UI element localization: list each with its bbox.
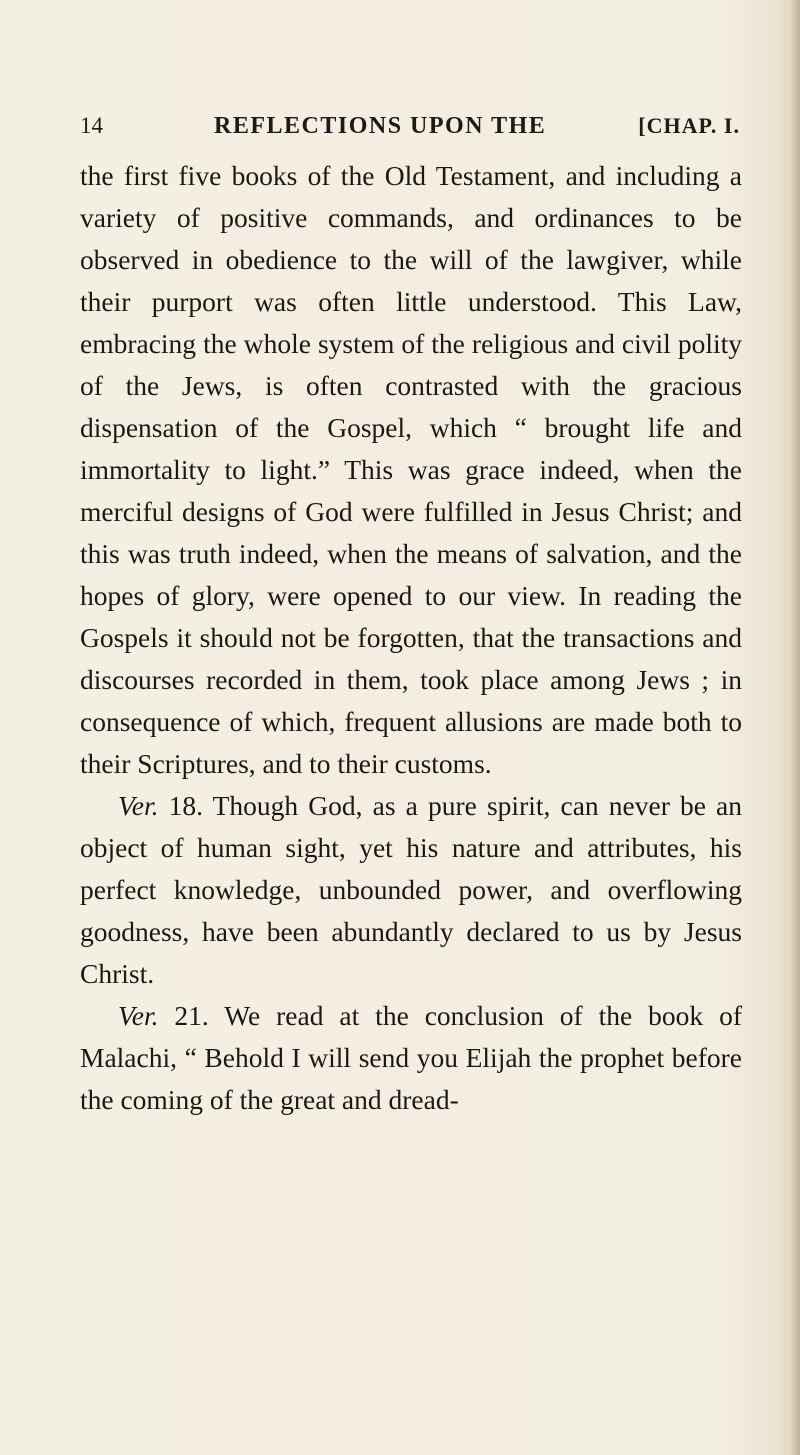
paragraph-text: the first five books of the Old Testament, and including a variety of positive commands, and ordinances to be observed in obedience to the will of the lawgiver, while their purport was often little understood. This Law, embracing the whole system of the religious and civil polity of the Jews, is often contrasted with the gracious dispensation of the Gospel, which “ brought life and immortality to light.” This was grace indeed, when the merciful designs of God were fulfilled in Jesus Christ; and this was truth indeed, when the means of salvation, and the hopes of glory, were opened to our view. In reading the Gospels it should not be forgotten, that the transactions and discourses recorded in them, took place among Jews ; in consequence of which, frequent allusions are made both to their Scriptures, and to their customs. bbox=[80, 160, 742, 779]
verse-reference: Ver. bbox=[118, 790, 159, 821]
page-edge-shadow bbox=[790, 0, 800, 1455]
paragraph bbox=[80, 155, 742, 785]
paragraph-text: 21. We read at the conclusion of the book of Malachi, “ Behold I will send you Elijah the prophet before the coming of the great and dread- bbox=[80, 1000, 742, 1115]
page-number: 14 bbox=[80, 113, 103, 138]
verse-reference: Ver. bbox=[118, 1000, 159, 1031]
chapter-reference: [CHAP. I. bbox=[638, 113, 740, 138]
paragraph bbox=[80, 995, 742, 1121]
running-title: REFLECTIONS UPON THE bbox=[214, 113, 547, 139]
running-header bbox=[80, 113, 740, 143]
body-text bbox=[80, 155, 742, 1121]
paragraph-text: 18. Though God, as a pure spirit, can never be an object of human sight, yet his nature and attributes, his perfect knowledge, unbounded power, and overflowing goodness, have been abundantly declared to us by Jesus Christ. bbox=[80, 790, 742, 989]
paragraph bbox=[80, 785, 742, 995]
